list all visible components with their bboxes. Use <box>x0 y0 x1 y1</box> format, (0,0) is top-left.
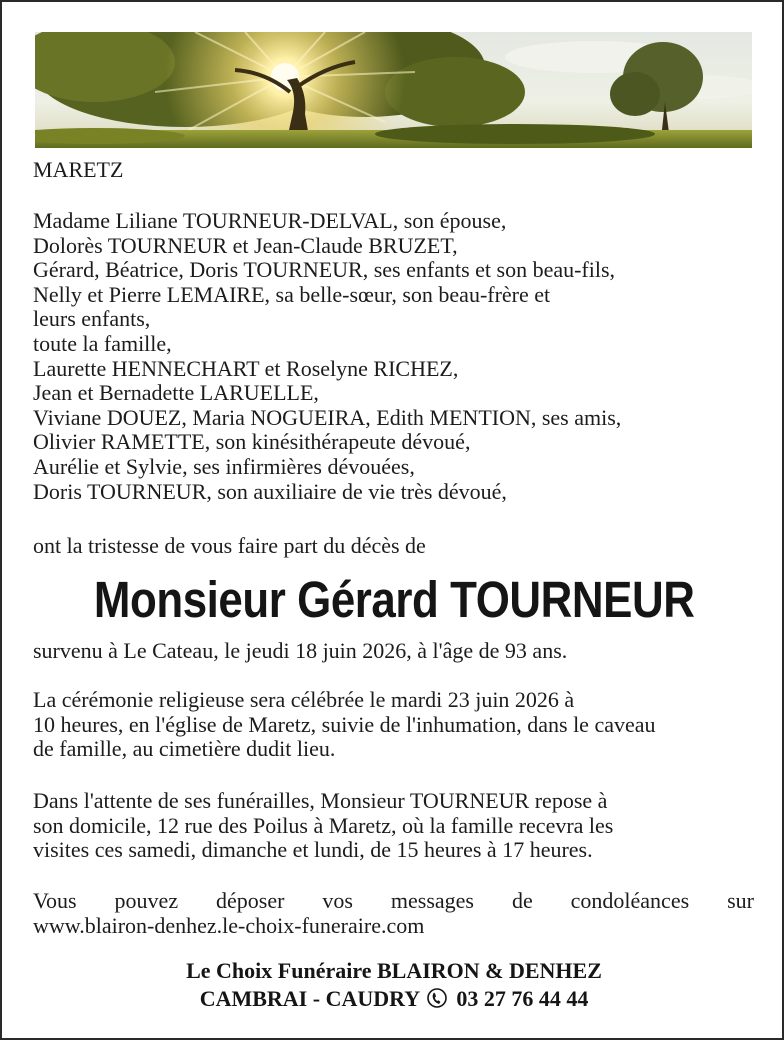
viewing-details <box>33 789 754 863</box>
funeral-home-name: Le Choix Funéraire BLAIRON & DENHEZ <box>186 958 602 983</box>
family-line: Doris TOURNEUR, son auxiliaire de vie très dévoué, <box>33 478 507 504</box>
condolences-line: Vous pouvez déposer vos messages de condoléances sur <box>33 888 754 913</box>
ceremony-details <box>33 688 754 762</box>
ceremony-line: La cérémonie religieuse sera célébrée le mardi 23 juin 2026 à <box>33 687 575 712</box>
deceased-name-text: Monsieur Gérard TOURNEUR <box>93 571 695 628</box>
viewing-line: visites ces samedi, dimanche et lundi, de 15 heures à 17 heures. <box>33 837 593 863</box>
condolences-website-link[interactable]: www.blairon-denhez.le-choix-funeraire.com <box>33 912 425 938</box>
ceremony-line: 10 heures, en l'église de Maretz, suivie de l'inhumation, dans le caveau <box>33 711 656 737</box>
family-line: Nelly et Pierre LEMAIRE, sa belle-sœur, son beau-frère et <box>33 281 551 307</box>
family-line: Aurélie et Sylvie, ses infirmières dévouées, <box>33 453 415 479</box>
city-name: MARETZ <box>33 157 124 182</box>
family-line: Gérard, Béatrice, Doris TOURNEUR, ses enfants et son beau-fils, <box>33 257 616 283</box>
family-line: Dolorès TOURNEUR et Jean-Claude BRUZET, <box>33 232 458 258</box>
viewing-line: Dans l'attente de ses funérailles, Monsieur TOURNEUR repose à <box>33 788 608 813</box>
deceased-name <box>2 567 784 633</box>
viewing-line: son domicile, 12 rue des Poilus à Maretz, où la famille recevra les <box>33 812 614 838</box>
family-line: Olivier RAMETTE, son kinésithérapeute dévoué, <box>33 429 471 455</box>
funeral-home-phone[interactable]: 03 27 76 44 44 <box>456 986 589 1011</box>
ceremony-line: de famille, au cimetière dudit lieu. <box>33 736 336 762</box>
family-line: Madame Liliane TOURNEUR-DELVAL, son épouse, <box>33 208 507 233</box>
family-line: leurs enfants, <box>33 306 151 332</box>
funeral-home-contact <box>2 985 784 1015</box>
banner-image <box>35 32 752 148</box>
family-line: Laurette HENNECHART et Roselyne RICHEZ, <box>33 355 459 381</box>
condolences <box>33 889 754 938</box>
phone-icon <box>427 987 447 1015</box>
death-details: survenu à Le Cateau, le jeudi 18 juin 2026, à l'âge de 93 ans. <box>33 638 568 663</box>
family-line: Viviane DOUEZ, Maria NOGUEIRA, Edith MENTION, ses amis, <box>33 404 622 430</box>
family-line: toute la famille, <box>33 330 172 356</box>
intro-text: ont la tristesse de vous faire part du décès de <box>33 533 426 558</box>
family-line: Jean et Bernadette LARUELLE, <box>33 380 319 406</box>
funeral-home-locations: CAMBRAI - CAUDRY <box>199 986 420 1011</box>
family-list <box>33 209 754 504</box>
